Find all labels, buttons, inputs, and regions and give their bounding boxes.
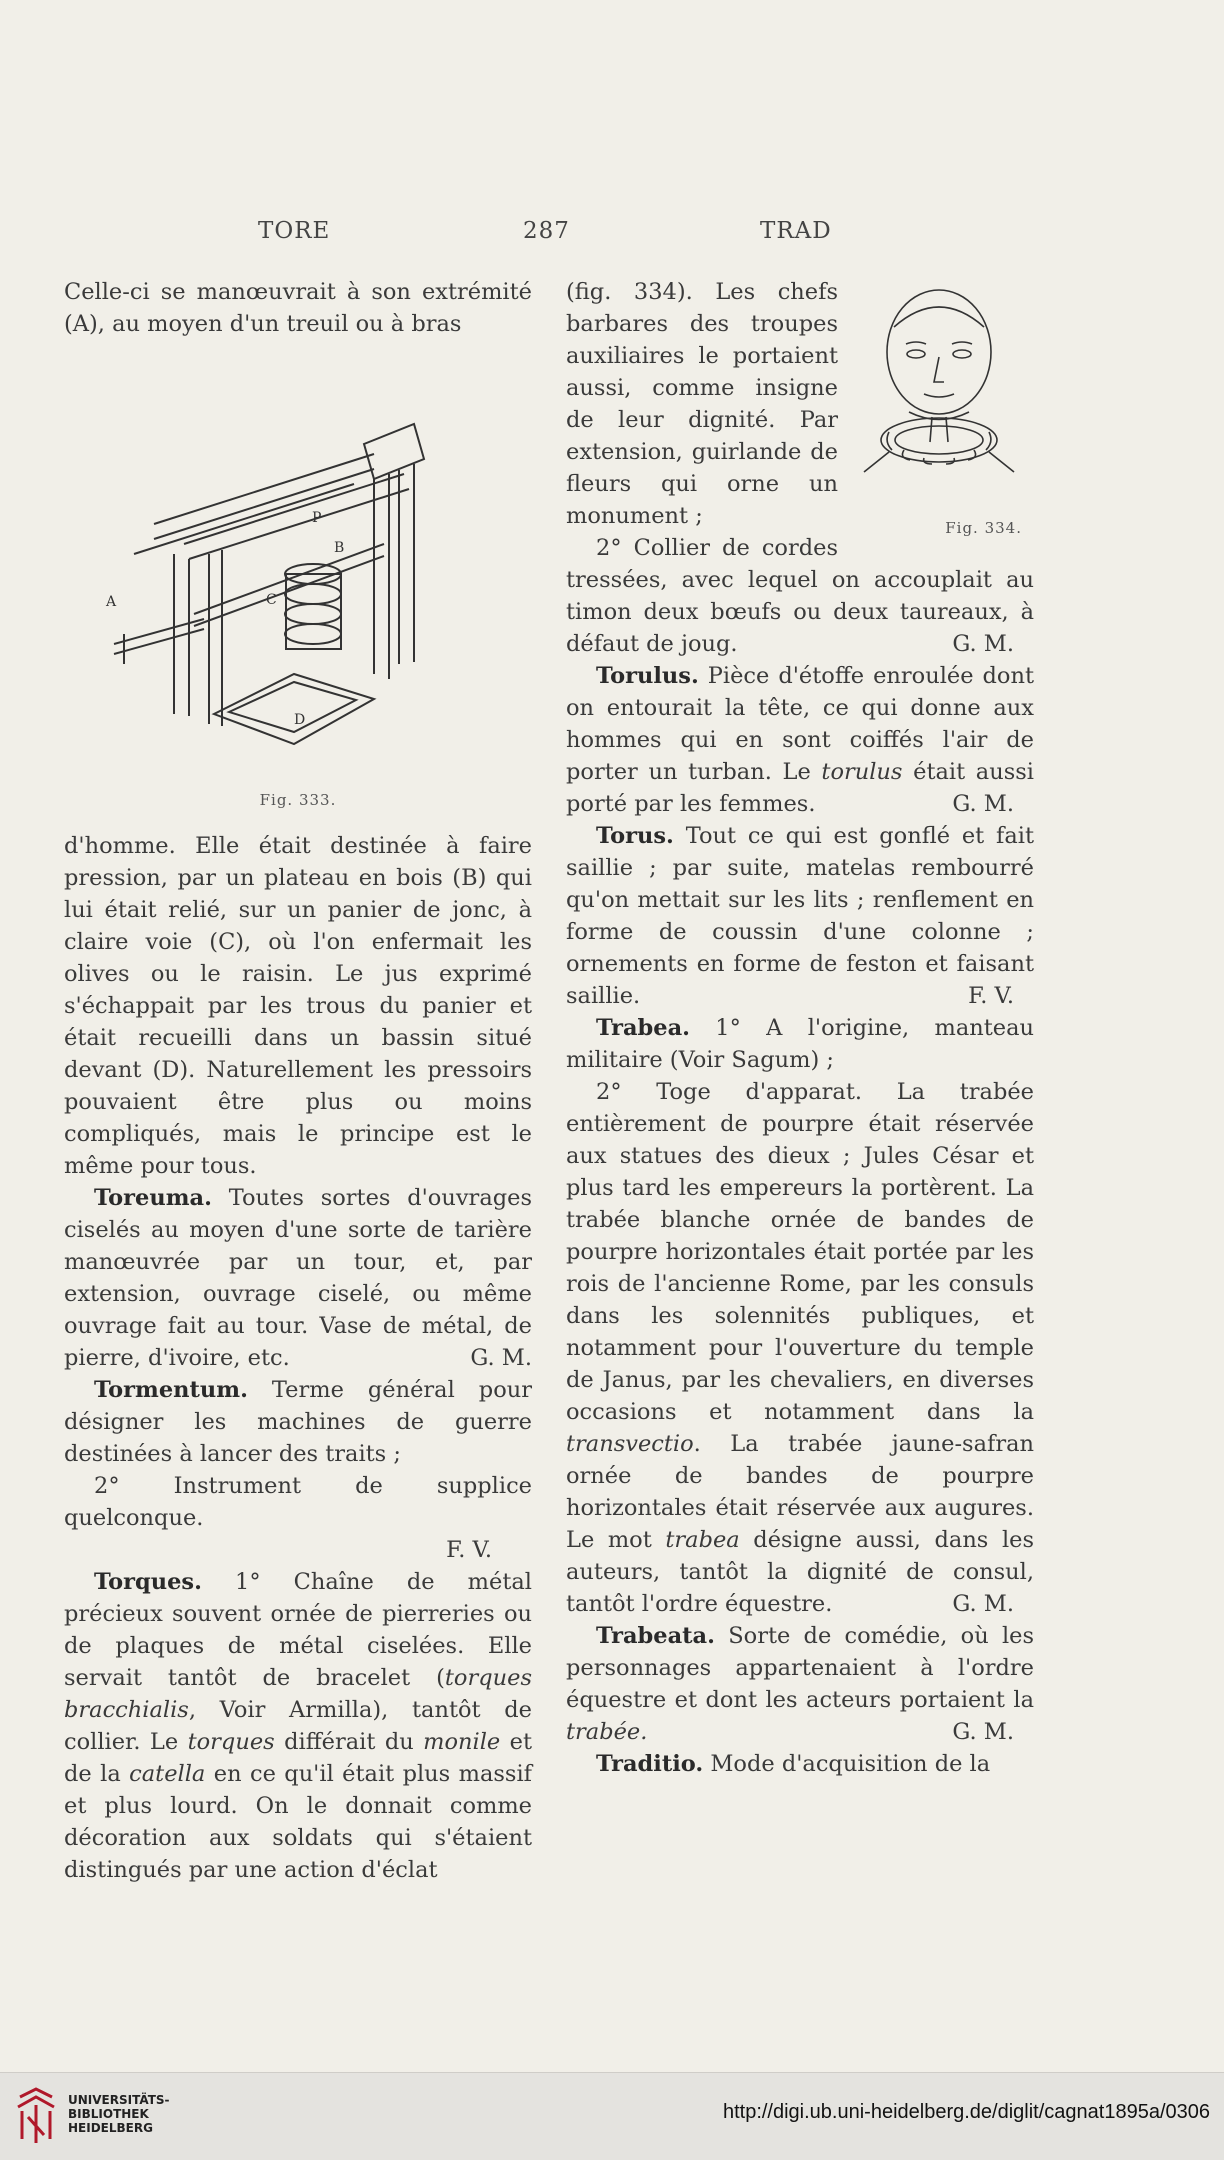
signature: G. M. [952,791,1014,817]
wine-press-illustration [94,344,494,774]
entry-trabea-2: 2° Toge d'apparat. La trabée entièrement de pourpre était réservée aux statues des dieux ; Jules César et plus tard les empereurs la portèrent. La trabée blanche ornée de bandes de pourpre horizontales était portée par les rois de l'ancienne Rome, par les consuls dans les solennités publiques, et notamment pour l'ouverture du temple de Janus, par les chevaliers, en diverses occasions et notamment dans la transvectio. La trabée jaune-safran ornée de bandes de pourpre horizontales était réservée aux augures. Le mot trabea désigne aussi, dans les auteurs, tantôt la dignité de consul, tantôt l'ordre équestre. G. M. [566,1076,1034,1620]
figure-333 [64,344,532,824]
entry-trabeata: Trabeata. Sorte de comédie, où les personnages appartenaient à l'ordre équestre et dont les acteurs portaient la trabée. G. M. [566,1620,1034,1748]
torques-meaning-2: 2° Collier de cordes tressées, avec lequel on accouplait au timon deux bœufs ou deux taureaux, à défaut de joug. G. M. [566,532,1034,660]
fig-label-b: B [334,540,345,556]
entry-trabea: Trabea. 1° A l'origine, manteau militaire (Voir Sagum) ; [566,1015,1034,1073]
entry-torulus: Torulus. Pièce d'étoffe enroulée dont on entourait la tête, ce qui donne aux hommes qui en sont coiffés l'air de porter un turban. Le torulus était aussi porté par les femmes. G. M. [566,660,1034,820]
headword-torques: Torques. [94,1569,202,1595]
page-number: 287 [523,218,570,244]
entry-torus: Torus. Tout ce qui est gonflé et fait saillie ; par suite, matelas rembourré qu'on mettait sur les lits ; renflement en forme de coussin d'une colonne ; ornements en forme de feston et faisant saillie. F. V. [566,820,1034,1012]
headword-torus: Torus. [596,823,674,849]
headword-trabeata: Trabeata. [596,1623,715,1649]
entry-tormentum-2: 2° Instrument de supplice quelconque. [64,1473,532,1531]
left-column [64,276,532,1886]
fig-label-d: D [294,712,306,728]
entry-torques: Torques. 1° Chaîne de métal précieux souvent ornée de pierreries ou de plaques de métal ciselées. Elle servait tantôt de bracelet (torques bracchialis, Voir Armilla), tantôt de collier. Le torques différait du monile et de la catella en ce qu'il était plus massif et plus lourd. On le donnait comme décoration aux soldats qui s'étaient distingués par une action d'éclat [64,1569,532,1883]
fig-label-a: A [106,594,117,610]
headword-trabea: Trabea. [596,1015,690,1041]
right-column [566,276,1034,1780]
footer-bar [0,2072,1224,2160]
torques-continuation: (fig. 334). Les chefs barbares des troupes auxiliaires le portaient aussi, comme insigne de leur dignité. Par extension, guirlande de fleurs qui orne un monument ; [566,279,838,529]
signature: G. M. [470,1345,532,1371]
entry-toreuma: Toreuma. Toutes sortes d'ouvrages ciselés au moyen d'une sorte de tarière manœuvrée par un tour, et, par extension, ouvrage ciselé, ou même ouvrage fait au tour. Vase de métal, de pierre, d'ivoire, etc. G. M. [64,1182,532,1374]
figure-334-caption: Fig. 334. [945,519,1022,537]
fig-label-c: C [266,592,277,608]
running-head-left: TORE [258,218,331,244]
entry-tormentum: Tormentum. Terme général pour désigner les machines de guerre destinées à lancer des traits ; [64,1377,532,1467]
figure-334 [844,282,1034,544]
entry-traditio: Traditio. Mode d'acquisition de la [596,1751,991,1777]
signature: F. V. [446,1537,492,1563]
figure-333-caption: Fig. 333. [259,791,337,809]
signature: G. M. [952,1719,1014,1745]
signature: G. M. [952,631,1014,657]
intro-paragraph: Celle-ci se manœuvrait à son extrémité (A), au moyen d'un treuil ou à bras [64,279,532,337]
portrait-illustration [844,282,1034,502]
university-logo-icon [14,2087,58,2147]
fig-label-p: P [312,510,322,526]
running-head-right: TRAD [760,218,832,244]
headword-tormentum: Tormentum. [94,1377,248,1403]
headword-traditio: Traditio. [596,1751,704,1777]
signature: G. M. [952,1591,1014,1617]
library-name: UNIVERSITÄTS- BIBLIOTHEK HEIDELBERG [68,2093,170,2135]
press-description: d'homme. Elle était destinée à faire pression, par un plateau en bois (B) qui lui était relié, sur un panier de jonc, à claire voie (C), où l'on enfermait les olives ou le raisin. Le jus exprimé s'échappait par les trous du panier et était recueilli dans un bassin situé devant (D). Naturellement les pressoirs pouvaient être plus ou moins compliqués, mais le principe est le même pour tous. [64,833,532,1179]
signature: F. V. [968,983,1014,1009]
headword-toreuma: Toreuma. [94,1185,212,1211]
headword-torulus: Torulus. [596,663,699,689]
source-url-link[interactable]: http://digi.ub.uni-heidelberg.de/diglit/cagnat1895a/0306 [722,2101,1210,2123]
